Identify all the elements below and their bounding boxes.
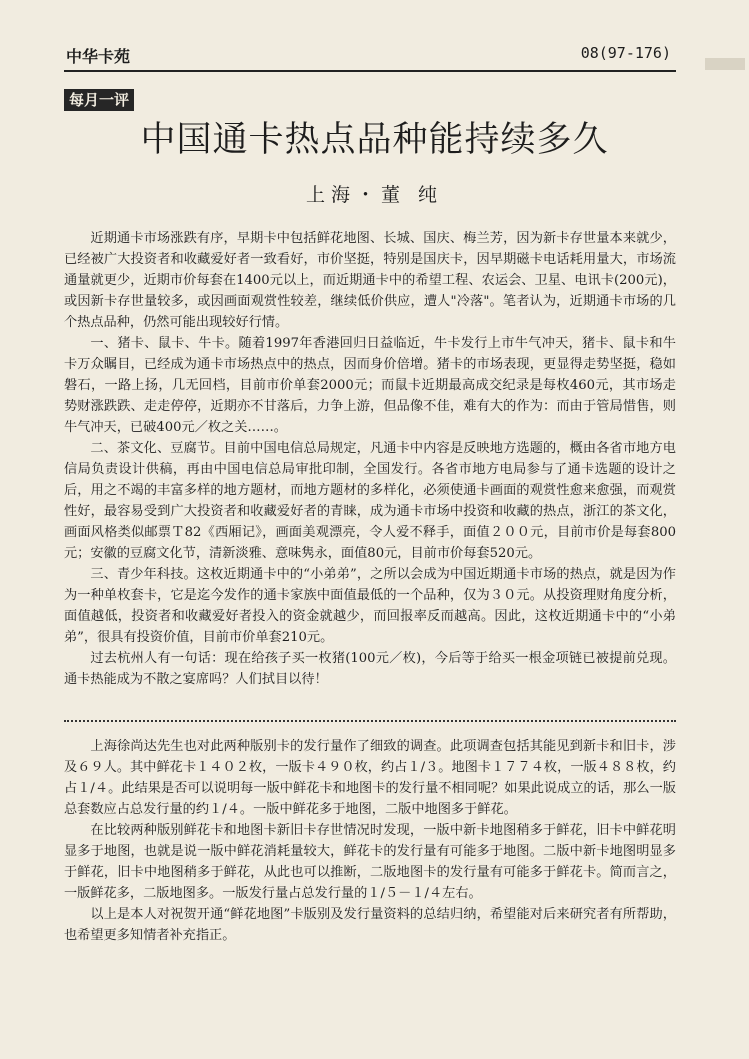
article-title: 中国通卡热点品种能持续多久 bbox=[140, 120, 609, 160]
paragraph-section-3: 三、青少年科技。这枚近期通卡中的“小弟弟”，之所以会成为中国近期通卡市场的热点，就是因为作为一种单枚套卡，它是迄今发作的通卡家族中面值最低的一个品种，仅为３０元。从投资理财角度分析，面值越低，投资者和收藏爱好者投入的资金就越少，而回报率反而越高。因此，这枚近期通卡中的“小弟弟”，很具有投资价值，目前市价单套210元。 bbox=[64, 567, 676, 645]
second-article-body bbox=[64, 736, 676, 946]
magazine-name: 中华卡苑 bbox=[66, 47, 131, 66]
paragraph-conclusion: 过去杭州人有一句话：现在给孩子买一枚猪(100元／枚)，今后等于给买一根金项链已被提前兑现。通卡热能成为不散之宴席吗？人们拭目以待！ bbox=[64, 651, 676, 687]
paragraph-survey: 上海徐尚达先生也对此两种版别卡的发行量作了细致的调查。此项调查包括其能见到新卡和旧卡，涉及６９人。其中鲜花卡１４０２枚，一版卡４９０枚，约占１/３。地图卡１７７４枚，一版４８８枚，约占１/４。此结果是否可以说明每一版中鲜花卡和地图卡的发行量不相同呢？如果此说成立的话，那么一版总套数应占总发行量的约１/４。一版中鲜花多于地图，二版中地图多于鲜花。 bbox=[64, 739, 676, 817]
paragraph-section-2: 二、茶文化、豆腐节。目前中国电信总局规定，凡通卡中内容是反映地方选题的，概由各省市地方电信局负责设计供稿，再由中国电信总局审批印制，全国发行。各省市地方电局参与了通卡选题的设计之后，用之不竭的丰富多样的地方题材，而地方题材的多样化，必须使通卡画面的观赏性愈来愈强，而观赏性好，最容易受到广大投资者和收藏爱好者的青睐，成为通卡市场中投资和收藏的热点，浙江的茶文化，画面风格类似邮票Ｔ82《西厢记》，画面美观漂亮，令人爱不释手，面值２００元，目前市价是每套800元；安徽的豆腐文化节，清新淡雅、意味隽永，面值80元，目前市价每套520元。 bbox=[64, 441, 676, 561]
paragraph-comparison: 在比较两种版别鲜花卡和地图卡新旧卡存世情况时发现，一版中新卡地图稍多于鲜花，旧卡中鲜花明显多于地图，也就是说一版中鲜花消耗量较大，鲜花卡的发行量有可能多于地图。二版中新卡地图明显多于鲜花，旧卡中地图稍多于鲜花，从此也可以推断，二版地图卡的发行量有可能多于鲜花卡。简而言之，一版鲜花多，二版地图多。一版发行量占总发行量的１/５－１/４左右。 bbox=[64, 823, 676, 901]
article-author: 上海・董 纯 bbox=[305, 184, 444, 206]
column-badge: 每月一评 bbox=[64, 89, 134, 111]
scan-edge-mark bbox=[705, 58, 745, 70]
paragraph-closing: 以上是本人对祝贺开通“鲜花地图”卡版别及发行量资料的总结归纳，希望能对后来研究者有所帮助，也希望更多知情者补充指正。 bbox=[64, 907, 676, 943]
issue-number: 08(97-176) bbox=[580, 44, 671, 62]
paragraph-section-1: 一、猪卡、鼠卡、牛卡。随着1997年香港回归日益临近，牛卡发行上市牛气冲天，猪卡、鼠卡和牛卡万众瞩目，已经成为通卡市场热点中的热点，因而身价倍增。猪卡的市场表现，更显得走势坚挺，稳如磐石，一路上扬，几无回档，目前市价单套2000元；而鼠卡近期最高成交纪录是每枚460元，其市场走势财涨跌跌、走走停停，近期亦不甘落后，力争上游，但品像不佳，难有大的作为：而由于管局惜售，则牛气冲天，已破400元／枚之关……。 bbox=[64, 336, 676, 435]
article-body bbox=[64, 228, 676, 690]
header-rule bbox=[64, 70, 676, 72]
dotted-divider bbox=[64, 720, 676, 722]
paragraph-intro: 近期通卡市场涨跌有序，早期卡中包括鲜花地图、长城、国庆、梅兰芳，因为新卡存世量本来就少，已经被广大投资者和收藏爱好者一致看好，市价坚挺，特别是国庆卡，因早期磁卡电话耗用量大，市场流通量就更少，近期市价每套在1400元以上，而近期通卡中的希望工程、农运会、卫星、电讯卡(200元)，或因新卡存世量较多，或因画面观赏性较差，继续低价供应，遭人"冷落"。笔者认为，近期通卡市场的几个热点品种，仍然可能出现较好行情。 bbox=[64, 231, 676, 330]
